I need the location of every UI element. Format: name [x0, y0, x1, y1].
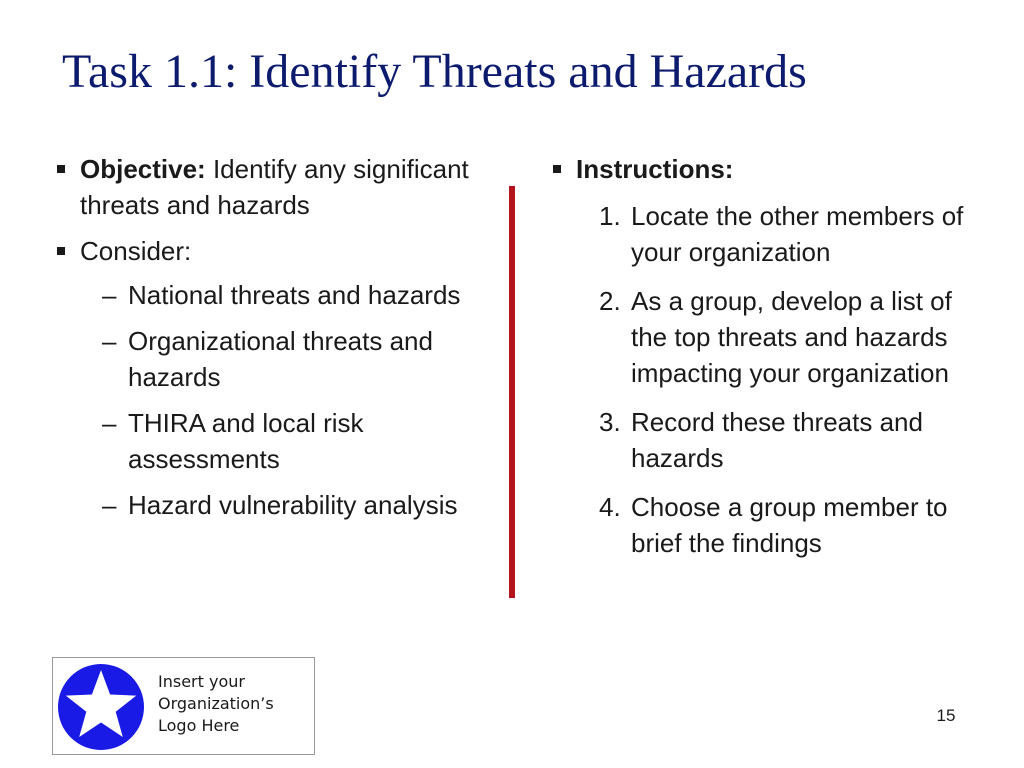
- right-column: [552, 151, 992, 574]
- list-item: [80, 323, 486, 395]
- left-column: [56, 151, 486, 533]
- logo-placeholder-text: [158, 671, 274, 737]
- logo-text-line: Logo Here: [158, 716, 240, 735]
- list-item: [80, 405, 486, 477]
- consider-item-text: THIRA and local risk assessments: [128, 408, 364, 474]
- instructions-list: [576, 198, 992, 561]
- consider-item-text: Hazard vulnerability analysis: [128, 490, 458, 520]
- step-number: 4.: [599, 492, 621, 522]
- logo-text-line: Organization’s: [158, 694, 274, 713]
- vertical-divider: [509, 186, 515, 598]
- list-item: [80, 487, 486, 523]
- consider-bullet: [56, 233, 486, 523]
- step-text: Locate the other members of your organization: [631, 201, 964, 267]
- dash-marker: –: [102, 280, 117, 310]
- consider-list: [80, 277, 486, 523]
- square-bullet-icon: [553, 165, 561, 173]
- logo-text-line: Insert your: [158, 672, 245, 691]
- objective-text: Identify any significant threats and hazards: [80, 154, 469, 220]
- square-bullet-icon: [57, 165, 65, 173]
- consider-label: Consider:: [80, 236, 192, 266]
- step-text: Record these threats and hazards: [631, 407, 923, 473]
- list-item: [576, 283, 992, 391]
- list-item: [576, 404, 992, 476]
- list-item: [80, 277, 486, 313]
- instructions-bullet: [552, 151, 992, 561]
- star-icon: [57, 663, 145, 751]
- step-number: 1.: [599, 201, 621, 231]
- instructions-label: Instructions:: [576, 154, 734, 184]
- step-number: 3.: [599, 407, 621, 437]
- consider-item-text: National threats and hazards: [128, 280, 461, 310]
- list-item: [576, 489, 992, 561]
- square-bullet-icon: [57, 247, 65, 255]
- list-item: [576, 198, 992, 270]
- step-text: As a group, develop a list of the top threats and hazards impacting your organization: [631, 286, 952, 388]
- dash-marker: –: [102, 490, 117, 520]
- dash-marker: –: [102, 408, 117, 438]
- step-number: 2.: [599, 286, 621, 316]
- objective-bullet: [56, 151, 486, 223]
- consider-item-text: Organizational threats and hazards: [128, 326, 433, 392]
- slide-title: Task 1.1: Identify Threats and Hazards: [62, 45, 807, 98]
- logo-placeholder: [52, 657, 315, 755]
- step-text: Choose a group member to brief the findings: [631, 492, 948, 558]
- dash-marker: –: [102, 326, 117, 356]
- objective-label: Objective:: [80, 154, 206, 184]
- page-number: 15: [936, 706, 956, 725]
